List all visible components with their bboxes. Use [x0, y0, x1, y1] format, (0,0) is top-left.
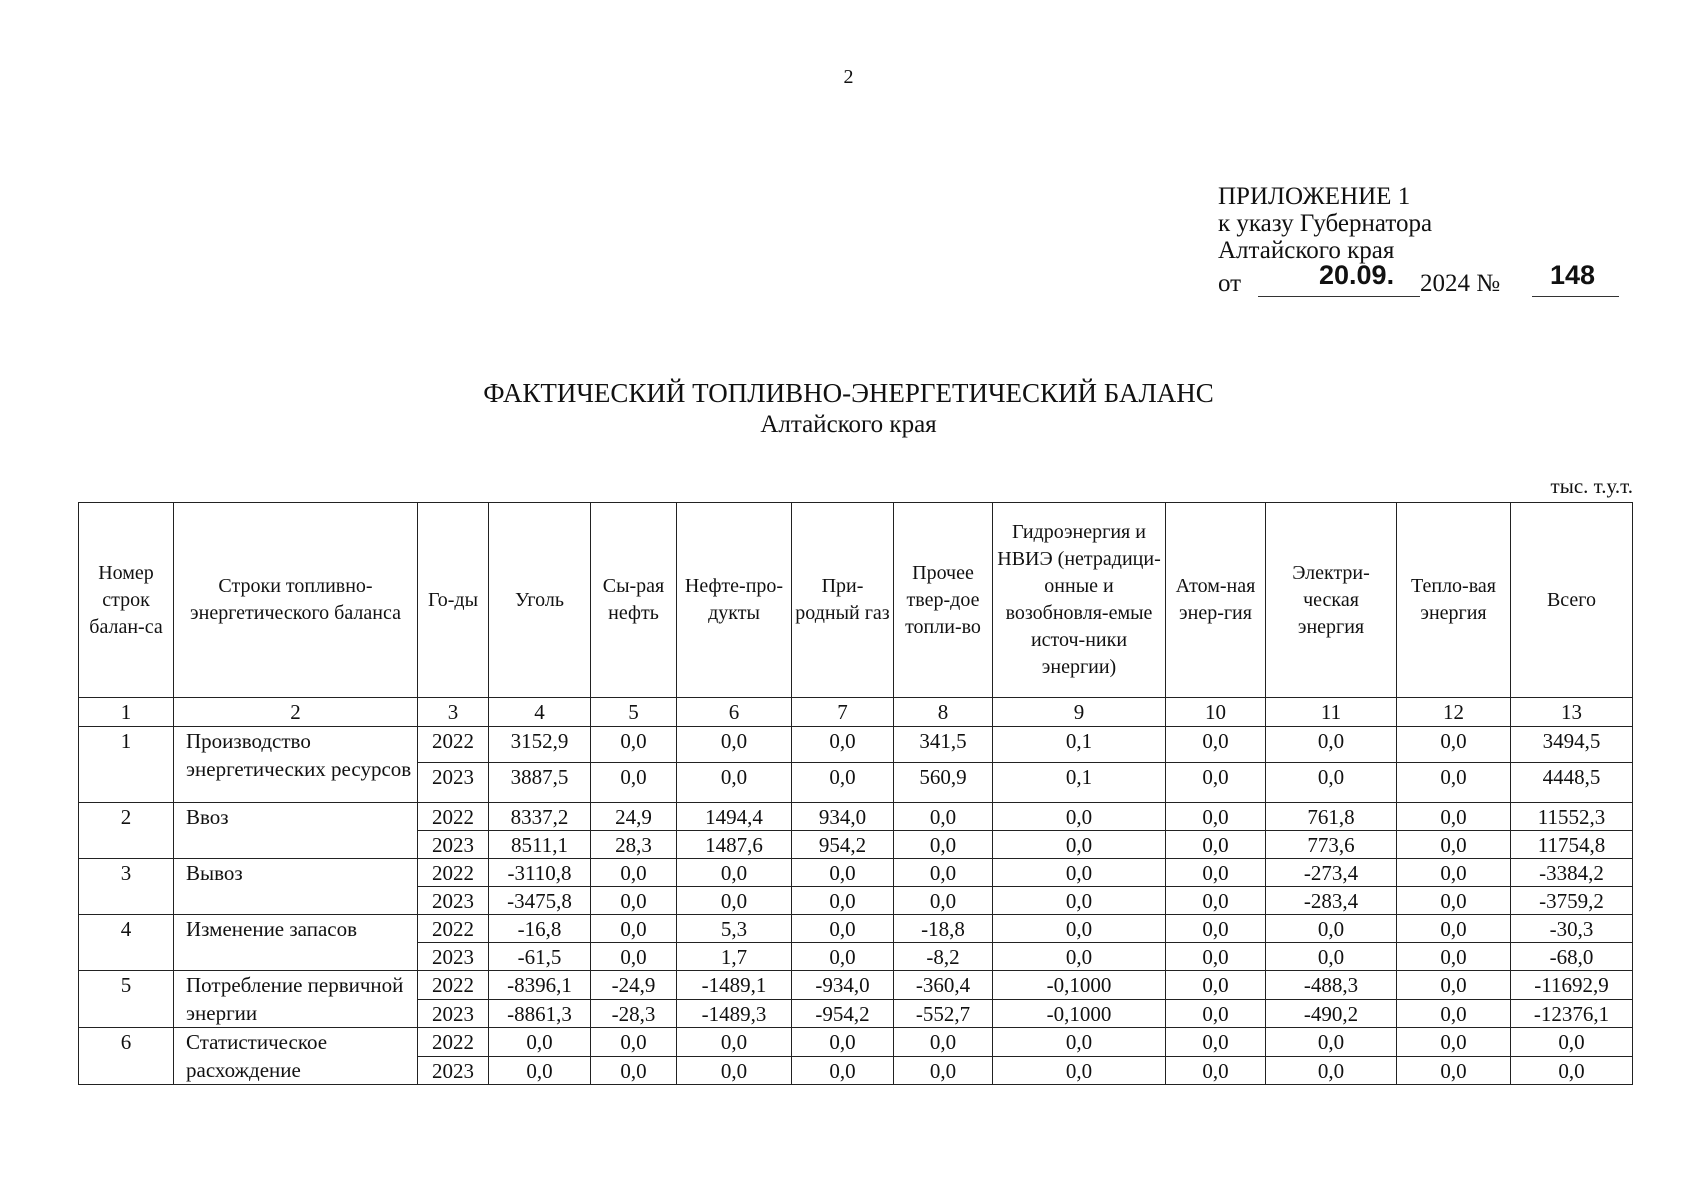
- table-body: [79, 698, 1633, 1085]
- value-cell: 0,0: [993, 831, 1166, 859]
- year-cell: 2023: [418, 763, 489, 803]
- column-number: 1: [79, 698, 174, 727]
- value-cell: 0,0: [894, 859, 993, 887]
- value-cell: 0,0: [1166, 859, 1266, 887]
- value-cell: 0,0: [894, 1028, 993, 1057]
- value-cell: 0,0: [677, 763, 792, 803]
- column-number: 3: [418, 698, 489, 727]
- value-cell: -3759,2: [1511, 887, 1633, 915]
- value-cell: 0,0: [591, 887, 677, 915]
- value-cell: 0,0: [1397, 831, 1511, 859]
- value-cell: 0,0: [1166, 915, 1266, 943]
- value-cell: -8396,1: [489, 971, 591, 1000]
- value-cell: 761,8: [1266, 803, 1397, 831]
- value-cell: -24,9: [591, 971, 677, 1000]
- value-cell: 0,0: [1397, 859, 1511, 887]
- value-cell: 0,0: [1397, 999, 1511, 1028]
- table-row: [79, 1028, 1633, 1057]
- value-cell: 0,0: [993, 943, 1166, 971]
- column-header: Го-ды: [418, 503, 489, 698]
- value-cell: -954,2: [792, 999, 894, 1028]
- balance-row-number: 3: [79, 859, 174, 915]
- balance-row-number: 1: [79, 727, 174, 803]
- balance-row-label: Потребление первичной энергии: [174, 971, 418, 1028]
- value-cell: 773,6: [1266, 831, 1397, 859]
- balance-row-label: Вывоз: [174, 859, 418, 915]
- decree-date: 20.09.: [1319, 260, 1395, 290]
- document-title: ФАКТИЧЕСКИЙ ТОПЛИВНО-ЭНЕРГЕТИЧЕСКИЙ БАЛАНС: [483, 378, 1214, 408]
- value-cell: 0,0: [489, 1056, 591, 1085]
- value-cell: 5,3: [677, 915, 792, 943]
- document-subtitle: Алтайского края: [760, 411, 937, 438]
- value-cell: -1489,3: [677, 999, 792, 1028]
- value-cell: -8861,3: [489, 999, 591, 1028]
- year-cell: 2022: [418, 971, 489, 1000]
- value-cell: -12376,1: [1511, 999, 1633, 1028]
- value-cell: 1487,6: [677, 831, 792, 859]
- value-cell: 0,0: [677, 1056, 792, 1085]
- value-cell: 0,0: [1397, 1028, 1511, 1057]
- value-cell: 954,2: [792, 831, 894, 859]
- column-header: При-родный газ: [792, 503, 894, 698]
- value-cell: 0,0: [1166, 831, 1266, 859]
- value-cell: -0,1000: [993, 999, 1166, 1028]
- value-cell: -61,5: [489, 943, 591, 971]
- value-cell: 0,0: [591, 943, 677, 971]
- value-cell: 1494,4: [677, 803, 792, 831]
- column-numbers-row: [79, 698, 1633, 727]
- value-cell: 0,0: [1397, 727, 1511, 763]
- number-underline: [1532, 296, 1619, 297]
- value-cell: 0,0: [792, 727, 894, 763]
- value-cell: -0,1000: [993, 971, 1166, 1000]
- value-cell: 0,0: [1166, 763, 1266, 803]
- appendix-line-1: к указу Губернатора: [1218, 210, 1433, 237]
- fuel-energy-balance-table: [78, 502, 1633, 1085]
- balance-row-number: 2: [79, 803, 174, 859]
- column-number: 11: [1266, 698, 1397, 727]
- value-cell: 0,0: [993, 803, 1166, 831]
- value-cell: 934,0: [792, 803, 894, 831]
- value-cell: 0,0: [993, 1056, 1166, 1085]
- value-cell: -68,0: [1511, 943, 1633, 971]
- column-number: 9: [993, 698, 1166, 727]
- value-cell: 0,0: [591, 763, 677, 803]
- column-header: Номер строк балан-са: [79, 503, 174, 698]
- column-header: Гидроэнергия и НВИЭ (нетрадици-онные и возобновля-емые источ-ники энергии): [993, 503, 1166, 698]
- table-row: [79, 859, 1633, 887]
- balance-row-label: Ввоз: [174, 803, 418, 859]
- value-cell: 0,0: [1166, 1028, 1266, 1057]
- value-cell: 0,0: [894, 1056, 993, 1085]
- column-header: Тепло-вая энергия: [1397, 503, 1511, 698]
- value-cell: 0,0: [792, 1056, 894, 1085]
- value-cell: -3110,8: [489, 859, 591, 887]
- value-cell: 0,0: [1397, 887, 1511, 915]
- value-cell: 0,0: [894, 887, 993, 915]
- value-cell: 0,0: [993, 1028, 1166, 1057]
- value-cell: 0,0: [1266, 943, 1397, 971]
- value-cell: 0,0: [1266, 727, 1397, 763]
- value-cell: 560,9: [894, 763, 993, 803]
- year-cell: 2022: [418, 803, 489, 831]
- value-cell: 0,0: [677, 859, 792, 887]
- value-cell: -934,0: [792, 971, 894, 1000]
- date-underline: [1258, 296, 1420, 297]
- value-cell: -360,4: [894, 971, 993, 1000]
- value-cell: -552,7: [894, 999, 993, 1028]
- value-cell: 0,0: [1166, 887, 1266, 915]
- value-cell: 3152,9: [489, 727, 591, 763]
- column-header: Уголь: [489, 503, 591, 698]
- year-cell: 2023: [418, 887, 489, 915]
- value-cell: 0,0: [1397, 915, 1511, 943]
- value-cell: 0,0: [894, 831, 993, 859]
- value-cell: 0,0: [1166, 727, 1266, 763]
- value-cell: 0,0: [1397, 1056, 1511, 1085]
- year-cell: 2023: [418, 1056, 489, 1085]
- value-cell: 0,1: [993, 763, 1166, 803]
- value-cell: 0,0: [1166, 1056, 1266, 1085]
- value-cell: 24,9: [591, 803, 677, 831]
- value-cell: 0,0: [1166, 999, 1266, 1028]
- value-cell: 0,0: [1266, 1028, 1397, 1057]
- column-number: 6: [677, 698, 792, 727]
- value-cell: 0,0: [1266, 1056, 1397, 1085]
- value-cell: 8337,2: [489, 803, 591, 831]
- value-cell: 0,0: [591, 915, 677, 943]
- value-cell: -283,4: [1266, 887, 1397, 915]
- decree-year: 2024 №: [1420, 270, 1501, 297]
- value-cell: -30,3: [1511, 915, 1633, 943]
- value-cell: -488,3: [1266, 971, 1397, 1000]
- balance-row-number: 6: [79, 1028, 174, 1085]
- value-cell: 0,0: [591, 727, 677, 763]
- balance-row-label: Производство энергетических ресурсов: [174, 727, 418, 803]
- appendix-block: [1218, 183, 1432, 264]
- value-cell: 0,0: [1166, 803, 1266, 831]
- value-cell: 0,0: [1397, 943, 1511, 971]
- year-cell: 2022: [418, 1028, 489, 1057]
- value-cell: 0,0: [1166, 943, 1266, 971]
- table-row: [79, 915, 1633, 943]
- value-cell: 0,0: [677, 1028, 792, 1057]
- value-cell: 0,0: [1511, 1056, 1633, 1085]
- value-cell: 0,0: [792, 887, 894, 915]
- column-header: Сы-рая нефть: [591, 503, 677, 698]
- column-number: 10: [1166, 698, 1266, 727]
- column-number: 5: [591, 698, 677, 727]
- value-cell: 0,0: [993, 859, 1166, 887]
- value-cell: 0,0: [1397, 803, 1511, 831]
- value-cell: 28,3: [591, 831, 677, 859]
- value-cell: -11692,9: [1511, 971, 1633, 1000]
- value-cell: 0,0: [677, 727, 792, 763]
- value-cell: -18,8: [894, 915, 993, 943]
- column-header: Атом-ная энер-гия: [1166, 503, 1266, 698]
- value-cell: 0,0: [993, 915, 1166, 943]
- value-cell: 0,0: [792, 943, 894, 971]
- year-cell: 2022: [418, 915, 489, 943]
- column-number: 12: [1397, 698, 1511, 727]
- from-label: от: [1218, 270, 1242, 297]
- column-header: Электри-ческая энергия: [1266, 503, 1397, 698]
- value-cell: 341,5: [894, 727, 993, 763]
- value-cell: 0,0: [792, 915, 894, 943]
- value-cell: 0,0: [1166, 971, 1266, 1000]
- column-number: 2: [174, 698, 418, 727]
- appendix-line-2: Алтайского края: [1218, 237, 1395, 264]
- value-cell: -1489,1: [677, 971, 792, 1000]
- value-cell: 0,0: [894, 803, 993, 831]
- value-cell: 3494,5: [1511, 727, 1633, 763]
- value-cell: 0,0: [1266, 915, 1397, 943]
- table-row: [79, 803, 1633, 831]
- column-header: Нефте-про-дукты: [677, 503, 792, 698]
- balance-row-number: 4: [79, 915, 174, 971]
- year-cell: 2023: [418, 999, 489, 1028]
- value-cell: 0,0: [489, 1028, 591, 1057]
- decree-number: 148: [1550, 260, 1596, 290]
- value-cell: 0,1: [993, 727, 1166, 763]
- column-number: 13: [1511, 698, 1633, 727]
- value-cell: 0,0: [993, 887, 1166, 915]
- value-cell: 4448,5: [1511, 763, 1633, 803]
- value-cell: 0,0: [591, 1028, 677, 1057]
- value-cell: 0,0: [1511, 1028, 1633, 1057]
- table-row: [79, 971, 1633, 1000]
- value-cell: 1,7: [677, 943, 792, 971]
- value-cell: -490,2: [1266, 999, 1397, 1028]
- value-cell: 0,0: [677, 887, 792, 915]
- value-cell: 0,0: [591, 859, 677, 887]
- appendix-title: ПРИЛОЖЕНИЕ 1: [1218, 183, 1411, 210]
- value-cell: 0,0: [591, 1056, 677, 1085]
- year-cell: 2023: [418, 943, 489, 971]
- column-number: 8: [894, 698, 993, 727]
- table-header-row: [79, 503, 1633, 698]
- column-number: 7: [792, 698, 894, 727]
- value-cell: -3384,2: [1511, 859, 1633, 887]
- value-cell: 0,0: [1266, 763, 1397, 803]
- value-cell: 3887,5: [489, 763, 591, 803]
- value-cell: 0,0: [1397, 763, 1511, 803]
- value-cell: -28,3: [591, 999, 677, 1028]
- units-label: тыс. т.у.т.: [1550, 474, 1633, 498]
- value-cell: 11552,3: [1511, 803, 1633, 831]
- balance-row-number: 5: [79, 971, 174, 1028]
- value-cell: -8,2: [894, 943, 993, 971]
- column-header: Строки топливно-энергетического баланса: [174, 503, 418, 698]
- value-cell: 0,0: [792, 763, 894, 803]
- value-cell: 8511,1: [489, 831, 591, 859]
- table-row: [79, 727, 1633, 763]
- year-cell: 2022: [418, 727, 489, 763]
- balance-row-label: Изменение запасов: [174, 915, 418, 971]
- value-cell: 0,0: [1397, 971, 1511, 1000]
- page-number: 2: [843, 66, 854, 88]
- year-cell: 2022: [418, 859, 489, 887]
- value-cell: -3475,8: [489, 887, 591, 915]
- value-cell: 0,0: [792, 1028, 894, 1057]
- balance-row-label: Статистическое расхождение: [174, 1028, 418, 1085]
- value-cell: -16,8: [489, 915, 591, 943]
- value-cell: -273,4: [1266, 859, 1397, 887]
- value-cell: 0,0: [792, 859, 894, 887]
- column-header: Всего: [1511, 503, 1633, 698]
- column-header: Прочее твер-дое топли-во: [894, 503, 993, 698]
- value-cell: 11754,8: [1511, 831, 1633, 859]
- column-number: 4: [489, 698, 591, 727]
- year-cell: 2023: [418, 831, 489, 859]
